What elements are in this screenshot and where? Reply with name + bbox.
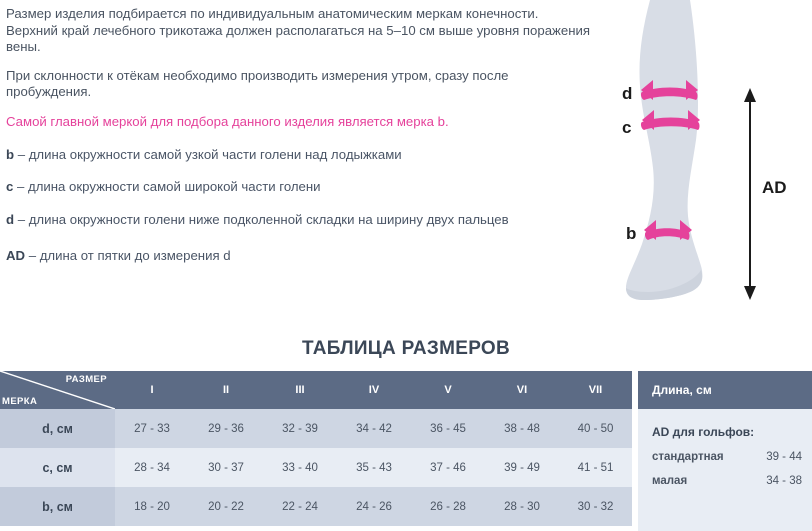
cell-b-5: 26 - 28	[411, 487, 485, 526]
cell-d-2: 29 - 36	[189, 409, 263, 448]
definition-ad-text: – длина от пятки до измерения d	[25, 248, 231, 264]
cell-c-3: 33 - 40	[263, 448, 337, 487]
column-header-7: VII	[559, 371, 632, 409]
table-title: ТАБЛИЦА РАЗМЕРОВ	[301, 338, 511, 359]
length-row-standard-name: стандартная	[652, 451, 724, 463]
table-row	[0, 409, 632, 448]
table-corner-cell	[0, 371, 115, 409]
column-header-4: IV	[337, 371, 411, 409]
cell-c-5: 37 - 46	[411, 448, 485, 487]
column-header-6: VI	[485, 371, 559, 409]
cell-b-6: 28 - 30	[485, 487, 559, 526]
ad-arrow	[744, 88, 756, 300]
cell-b-1: 18 - 20	[115, 487, 189, 526]
definition-ad	[6, 248, 590, 265]
table-row	[0, 487, 632, 526]
label-d: d	[622, 84, 633, 103]
cell-c-6: 39 - 49	[485, 448, 559, 487]
leg-shape	[626, 0, 702, 300]
definition-d-key: d	[6, 211, 15, 227]
label-ad: AD	[762, 178, 787, 197]
intro-paragraph-1: Размер изделия подбирается по индивидуальным анатомическим меркам конечности. Верхний край лечебного трикотажа должен располагаться на 5–10 см выше уровня поражения вены.	[6, 6, 590, 55]
column-header-3: III	[263, 371, 337, 409]
length-row-small-value: 34 - 38	[766, 475, 802, 487]
column-header-1: I	[115, 371, 189, 409]
table-header-row	[0, 371, 632, 409]
intro-paragraph-2: При склонности к отёкам необходимо производить измерения утром, сразу после пробуждения.	[6, 67, 509, 100]
label-c: c	[622, 118, 632, 137]
cell-b-3: 22 - 24	[263, 487, 337, 526]
cell-c-7: 41 - 51	[559, 448, 632, 487]
leg-illustration	[598, 0, 812, 320]
cell-c-1: 28 - 34	[115, 448, 189, 487]
row-label-c: c, см	[0, 448, 115, 487]
corner-label-size: РАЗМЕР	[65, 374, 107, 385]
highlight-note: Самой главной меркой для подбора данного изделия является мерка b.	[6, 113, 449, 129]
length-row-standard-value: 39 - 44	[766, 451, 802, 463]
length-row-small	[638, 463, 812, 487]
cell-d-1: 27 - 33	[115, 409, 189, 448]
length-info-subtitle: AD для гольфов:	[652, 425, 755, 439]
cell-b-2: 20 - 22	[189, 487, 263, 526]
corner-label-measure: МЕРКА	[2, 396, 38, 407]
definition-ad-key: AD	[6, 248, 26, 264]
size-table	[0, 371, 632, 526]
definition-d-text: – длина окружности голени ниже подколенной складки на ширину двух пальцев	[14, 211, 509, 227]
label-b: b	[626, 224, 637, 243]
cell-c-4: 35 - 43	[337, 448, 411, 487]
cell-b-7: 30 - 32	[559, 487, 632, 526]
length-row-standard	[638, 439, 812, 463]
definition-b	[6, 147, 590, 164]
length-info-header: Длина, см	[638, 371, 812, 409]
length-info-panel	[638, 371, 812, 531]
definition-c	[6, 179, 590, 196]
row-label-d: d, см	[0, 409, 115, 448]
table-row	[0, 448, 632, 487]
description-column	[6, 6, 590, 281]
row-label-b: b, см	[0, 487, 115, 526]
cell-c-2: 30 - 37	[189, 448, 263, 487]
cell-d-7: 40 - 50	[559, 409, 632, 448]
cell-d-6: 38 - 48	[485, 409, 559, 448]
cell-d-4: 34 - 42	[337, 409, 411, 448]
definition-b-text: – длина окружности самой узкой части голени над лодыжками	[14, 146, 402, 162]
definition-b-key: b	[6, 146, 15, 162]
length-row-small-name: малая	[652, 475, 688, 487]
definition-c-key: c	[6, 179, 14, 195]
definition-d	[6, 212, 590, 229]
column-header-5: V	[411, 371, 485, 409]
cell-b-4: 24 - 26	[337, 487, 411, 526]
definition-c-text: – длина окружности самой широкой части голени	[13, 179, 321, 195]
cell-d-3: 32 - 39	[263, 409, 337, 448]
cell-d-5: 36 - 45	[411, 409, 485, 448]
column-header-2: II	[189, 371, 263, 409]
